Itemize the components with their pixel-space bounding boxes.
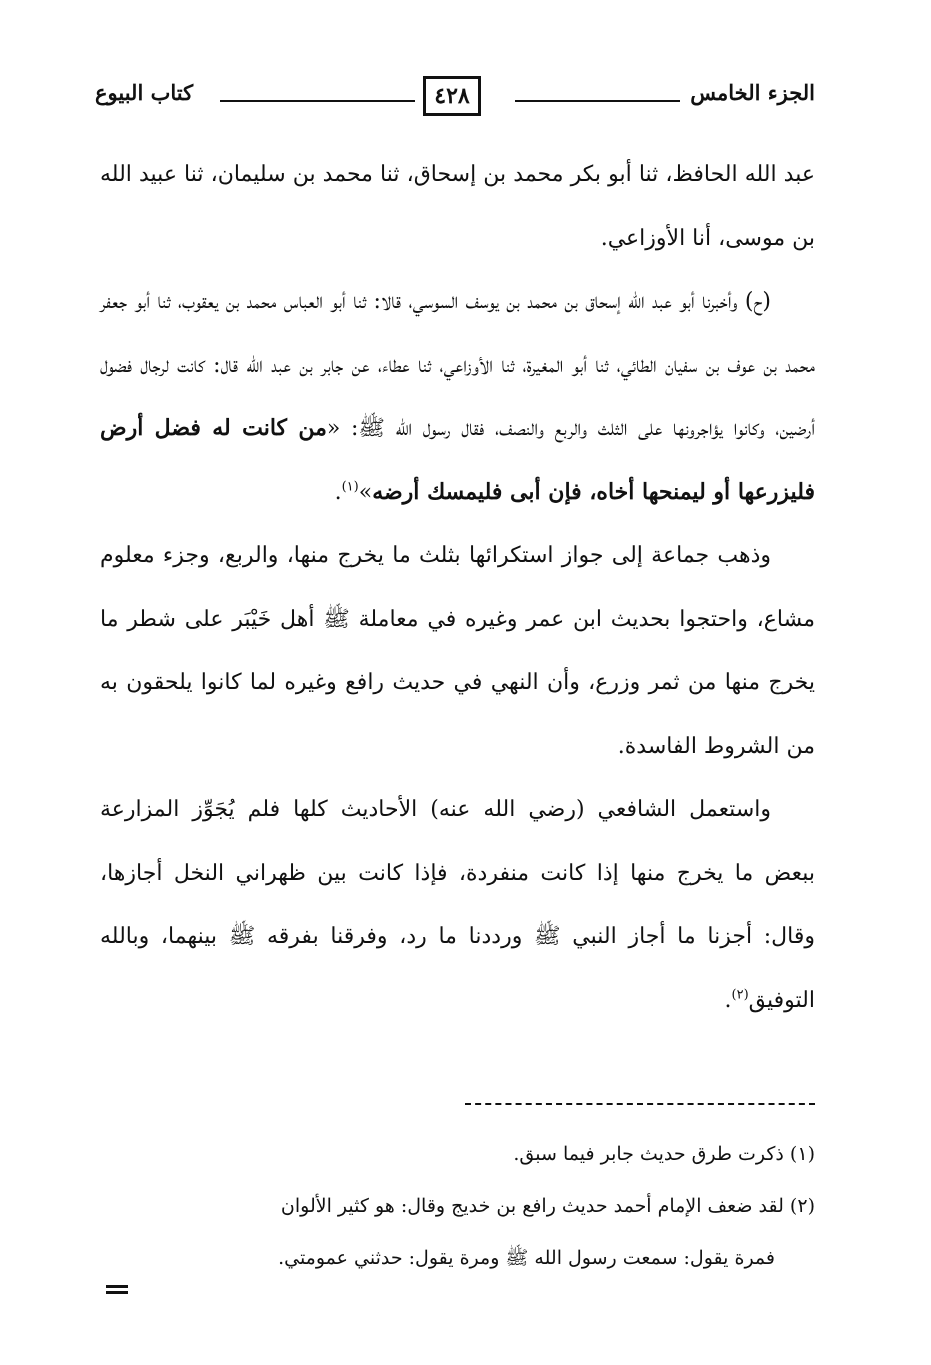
header-rule-right: [515, 100, 680, 102]
paragraph-3: وذهب جماعة إلى جواز استكرائها بثلث ما يخرج منها، والربع، وجزء معلوم مشاع، واحتجوا بحديث ابن عمر وغيره في معاملة ﷺ أهل خَيْبَر على شطر ما يخرج منها من ثمر وزرع، وأن النهي في حديث رافع وغيره لما كانوا يلحقون به من الشروط الفاسدة.: [100, 543, 815, 759]
main-text: [100, 143, 815, 1032]
paragraph-2-end: .: [334, 479, 342, 505]
paragraph-4-text: واستعمل الشافعي (رضي الله عنه) الأحاديث كلها فلم يُجَوِّز المزارعة ببعض ما يخرج منها إذا كانت منفردة، فإذا كانت بين ظهراني النخل أجازها، وقال: أجزنا ما أجاز النبي ﷺ ورددنا ما رد، وفرقنا بفرقه ﷺ بينهما، وبالله التوفيق: [100, 797, 815, 1013]
volume-title: الجزء الخامس: [690, 80, 815, 105]
quote-close: »: [358, 479, 373, 505]
footnote-separator: [465, 1103, 815, 1105]
footnote-2: (٢) لقد ضعف الإمام أحمد حديث رافع بن خديج وقال: هو كثير الألوان: [280, 1195, 815, 1217]
paragraph-2: [100, 270, 815, 524]
paragraph-1: عبد الله الحافظ، ثنا أبو بكر محمد بن إسحاق، ثنا محمد بن سليمان، ثنا عبيد الله بن موسى، أنا الأوزاعي.: [100, 162, 815, 251]
footnotes: [100, 1128, 815, 1284]
book-title: كتاب البيوع: [95, 80, 194, 105]
footnote-ref-1: (١): [341, 479, 359, 495]
header-rule-left: [220, 100, 415, 102]
paragraph-2-text: (ح) وأخبرنا أبو عبد الله إسحاق بن محمد بن يوسف السوسي، قالا: ثنا أبو العباس محمد بن يعقوب، ثنا أبو جعفر محمد بن عوف بن سفيان الطائي، ثنا أبو المغيرة، ثنا الأوزاعي، ثنا عطاء، عن جابر بن عبد الله قال: كانت لرجال فضول أرضين، وكانوا يؤاجرونها على الثلث والربع والنصف، فقال رسول الله ﷺ: «: [100, 289, 815, 441]
paragraph-4: [100, 778, 815, 1032]
paragraph-4-end: .: [724, 987, 732, 1013]
footnote-2-continued: فمرة يقول: سمعت رسول الله ﷺ ومرة يقول: حدثني عمومتي.: [278, 1247, 775, 1269]
footnote-ref-2: (٢): [731, 987, 749, 1003]
page-end-mark: [106, 1285, 128, 1294]
hadith-quote: من كانت له فضل أرض فليزرعها أو ليمنحها أخاه، فإن أبى فليمسك أرضه: [100, 415, 815, 505]
page-number: ٤٢٨: [423, 76, 481, 116]
footnote-1: (١) ذكرت طرق حديث جابر فيما سبق.: [513, 1143, 815, 1165]
running-header: [95, 78, 815, 118]
